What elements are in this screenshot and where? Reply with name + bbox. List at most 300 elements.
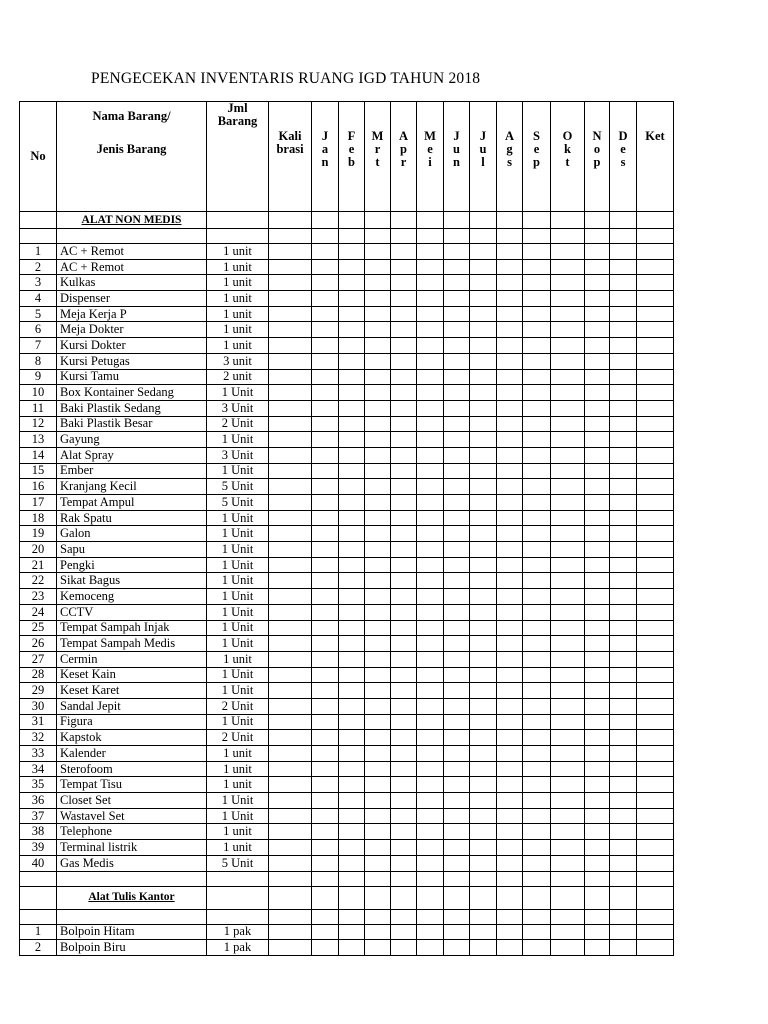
header-month-letter: M (371, 129, 384, 143)
table-row (20, 777, 674, 793)
check-cell (470, 924, 497, 940)
item-quantity: 1 unit (207, 761, 269, 777)
item-name: Keset Karet (57, 683, 207, 699)
check-cell (391, 714, 417, 730)
check-cell (391, 746, 417, 762)
check-cell (312, 291, 339, 307)
check-cell (523, 793, 551, 809)
check-cell (269, 746, 312, 762)
check-cell (365, 259, 391, 275)
check-cell (444, 636, 470, 652)
check-cell (551, 526, 585, 542)
check-cell (269, 495, 312, 511)
check-cell (551, 244, 585, 260)
table-row (20, 808, 674, 824)
item-quantity: 1 Unit (207, 526, 269, 542)
check-cell (339, 651, 365, 667)
table-cell (20, 909, 57, 924)
table-cell (444, 212, 470, 229)
table-cell (269, 909, 312, 924)
check-cell (523, 275, 551, 291)
check-cell (269, 479, 312, 495)
header-month-letter: e (427, 142, 433, 156)
item-name: Sterofoom (57, 761, 207, 777)
check-cell (391, 495, 417, 511)
table-row (20, 667, 674, 683)
item-quantity: 5 Unit (207, 479, 269, 495)
check-cell (523, 542, 551, 558)
table-row (20, 244, 674, 260)
check-cell (444, 447, 470, 463)
check-cell (585, 416, 610, 432)
check-cell (585, 683, 610, 699)
check-cell (637, 683, 674, 699)
check-cell (585, 924, 610, 940)
check-cell (637, 557, 674, 573)
check-cell (610, 924, 637, 940)
check-cell (365, 557, 391, 573)
check-cell (610, 698, 637, 714)
check-cell (523, 353, 551, 369)
check-cell (444, 291, 470, 307)
check-cell (523, 416, 551, 432)
check-cell (269, 275, 312, 291)
check-cell (391, 667, 417, 683)
check-cell (269, 400, 312, 416)
check-cell (585, 526, 610, 542)
check-cell (312, 573, 339, 589)
table-cell (470, 886, 497, 909)
spacer-row (20, 909, 674, 924)
check-cell (637, 542, 674, 558)
check-cell (497, 573, 523, 589)
check-cell (391, 526, 417, 542)
item-number: 1 (20, 244, 57, 260)
item-name: Tempat Tisu (57, 777, 207, 793)
check-cell (444, 793, 470, 809)
check-cell (365, 940, 391, 956)
check-cell (269, 557, 312, 573)
spacer-row (20, 871, 674, 886)
check-cell (470, 353, 497, 369)
check-cell (269, 510, 312, 526)
check-cell (470, 589, 497, 605)
check-cell (523, 369, 551, 385)
check-cell (585, 667, 610, 683)
check-cell (339, 259, 365, 275)
item-name: Tempat Ampul (57, 495, 207, 511)
check-cell (585, 573, 610, 589)
check-cell (470, 542, 497, 558)
table-cell (20, 229, 57, 244)
item-quantity: 5 Unit (207, 855, 269, 871)
section-header-row (20, 212, 674, 229)
check-cell (497, 557, 523, 573)
check-cell (585, 746, 610, 762)
check-cell (391, 416, 417, 432)
item-name: Kulkas (57, 275, 207, 291)
check-cell (365, 924, 391, 940)
inventory-table (19, 101, 674, 956)
check-cell (637, 840, 674, 856)
check-cell (417, 432, 444, 448)
header-month-letter: p (400, 142, 407, 156)
check-cell (312, 400, 339, 416)
check-cell (470, 573, 497, 589)
check-cell (470, 510, 497, 526)
check-cell (269, 777, 312, 793)
check-cell (269, 526, 312, 542)
header-no: No (20, 102, 57, 212)
check-cell (339, 526, 365, 542)
check-cell (365, 714, 391, 730)
check-cell (391, 557, 417, 573)
item-number: 18 (20, 510, 57, 526)
check-cell (269, 698, 312, 714)
header-month-letter: J (479, 129, 487, 143)
check-cell (339, 698, 365, 714)
check-cell (497, 338, 523, 354)
item-quantity: 1 Unit (207, 557, 269, 573)
header-month-letter: A (504, 129, 515, 143)
check-cell (523, 924, 551, 940)
item-number: 29 (20, 683, 57, 699)
check-cell (365, 808, 391, 824)
check-cell (470, 667, 497, 683)
check-cell (417, 291, 444, 307)
table-cell (207, 909, 269, 924)
check-cell (585, 275, 610, 291)
check-cell (269, 385, 312, 401)
check-cell (523, 495, 551, 511)
check-cell (585, 479, 610, 495)
check-cell (339, 432, 365, 448)
item-quantity: 1 unit (207, 322, 269, 338)
check-cell (497, 369, 523, 385)
check-cell (312, 840, 339, 856)
check-cell (391, 244, 417, 260)
check-cell (269, 793, 312, 809)
item-name: AC + Remot (57, 244, 207, 260)
check-cell (523, 730, 551, 746)
item-name: Telephone (57, 824, 207, 840)
spacer-row (20, 229, 674, 244)
header-remarks: Ket (637, 102, 674, 212)
check-cell (339, 275, 365, 291)
check-cell (637, 777, 674, 793)
check-cell (444, 714, 470, 730)
check-cell (585, 761, 610, 777)
check-cell (269, 730, 312, 746)
table-cell (551, 909, 585, 924)
check-cell (551, 306, 585, 322)
check-cell (610, 338, 637, 354)
table-cell (444, 886, 470, 909)
item-quantity: 2 Unit (207, 730, 269, 746)
table-cell (610, 212, 637, 229)
check-cell (585, 369, 610, 385)
table-cell (417, 886, 444, 909)
check-cell (312, 385, 339, 401)
table-cell (444, 229, 470, 244)
check-cell (523, 636, 551, 652)
check-cell (444, 479, 470, 495)
check-cell (269, 808, 312, 824)
table-row (20, 589, 674, 605)
item-name: Wastavel Set (57, 808, 207, 824)
item-name: Kursi Dokter (57, 338, 207, 354)
check-cell (497, 636, 523, 652)
check-cell (391, 604, 417, 620)
check-cell (497, 510, 523, 526)
table-row (20, 698, 674, 714)
check-cell (497, 604, 523, 620)
check-cell (523, 306, 551, 322)
check-cell (551, 385, 585, 401)
check-cell (339, 479, 365, 495)
table-cell (585, 886, 610, 909)
check-cell (365, 510, 391, 526)
item-quantity: 1 Unit (207, 573, 269, 589)
check-cell (339, 542, 365, 558)
check-cell (365, 322, 391, 338)
check-cell (312, 651, 339, 667)
check-cell (269, 667, 312, 683)
check-cell (470, 777, 497, 793)
header-month-letter: g (506, 142, 513, 156)
header-quantity (207, 102, 269, 212)
check-cell (339, 557, 365, 573)
check-cell (417, 636, 444, 652)
check-cell (269, 924, 312, 940)
check-cell (497, 275, 523, 291)
check-cell (391, 573, 417, 589)
item-number: 34 (20, 761, 57, 777)
check-cell (497, 924, 523, 940)
check-cell (269, 432, 312, 448)
check-cell (585, 495, 610, 511)
check-cell (339, 463, 365, 479)
table-row (20, 322, 674, 338)
check-cell (470, 369, 497, 385)
check-cell (269, 353, 312, 369)
check-cell (470, 808, 497, 824)
check-cell (610, 573, 637, 589)
check-cell (637, 400, 674, 416)
item-number: 1 (20, 924, 57, 940)
check-cell (391, 824, 417, 840)
item-number: 40 (20, 855, 57, 871)
check-cell (610, 636, 637, 652)
table-cell (20, 886, 57, 909)
check-cell (269, 855, 312, 871)
check-cell (391, 683, 417, 699)
header-month-letter: N (592, 129, 602, 143)
check-cell (497, 432, 523, 448)
check-cell (269, 338, 312, 354)
check-cell (585, 259, 610, 275)
check-cell (391, 620, 417, 636)
table-cell (444, 871, 470, 886)
item-name: Baki Plastik Besar (57, 416, 207, 432)
check-cell (585, 940, 610, 956)
check-cell (444, 369, 470, 385)
header-month-letter: e (533, 142, 540, 156)
table-cell (470, 909, 497, 924)
table-cell (497, 909, 523, 924)
header-month-letter: r (400, 155, 407, 169)
check-cell (391, 542, 417, 558)
check-cell (269, 291, 312, 307)
check-cell (637, 808, 674, 824)
item-quantity: 1 pak (207, 940, 269, 956)
check-cell (523, 604, 551, 620)
check-cell (312, 730, 339, 746)
check-cell (523, 338, 551, 354)
header-quantity-line2: Barang (217, 114, 258, 128)
header-month-2 (339, 102, 365, 212)
check-cell (470, 730, 497, 746)
check-cell (470, 479, 497, 495)
check-cell (391, 322, 417, 338)
check-cell (470, 385, 497, 401)
check-cell (637, 353, 674, 369)
check-cell (269, 306, 312, 322)
check-cell (339, 636, 365, 652)
check-cell (339, 714, 365, 730)
check-cell (312, 636, 339, 652)
check-cell (497, 416, 523, 432)
check-cell (444, 808, 470, 824)
check-cell (551, 259, 585, 275)
check-cell (269, 714, 312, 730)
check-cell (391, 291, 417, 307)
check-cell (444, 651, 470, 667)
check-cell (637, 793, 674, 809)
check-cell (339, 573, 365, 589)
check-cell (551, 924, 585, 940)
item-name: Alat Spray (57, 447, 207, 463)
check-cell (610, 761, 637, 777)
table-cell (637, 871, 674, 886)
check-cell (365, 573, 391, 589)
table-cell (637, 212, 674, 229)
check-cell (523, 746, 551, 762)
table-cell (391, 871, 417, 886)
check-cell (444, 244, 470, 260)
check-cell (470, 463, 497, 479)
table-row (20, 510, 674, 526)
check-cell (269, 651, 312, 667)
check-cell (312, 761, 339, 777)
item-number: 38 (20, 824, 57, 840)
table-cell (391, 229, 417, 244)
header-month-letter: e (348, 142, 355, 156)
check-cell (312, 510, 339, 526)
item-name: Pengki (57, 557, 207, 573)
check-cell (339, 840, 365, 856)
check-cell (470, 306, 497, 322)
check-cell (391, 432, 417, 448)
check-cell (637, 369, 674, 385)
header-month-3 (365, 102, 391, 212)
table-row (20, 651, 674, 667)
item-name: Baki Plastik Sedang (57, 400, 207, 416)
check-cell (312, 275, 339, 291)
check-cell (365, 746, 391, 762)
item-number: 10 (20, 385, 57, 401)
item-name: Cermin (57, 651, 207, 667)
check-cell (444, 730, 470, 746)
table-cell (365, 909, 391, 924)
check-cell (444, 510, 470, 526)
item-number: 24 (20, 604, 57, 620)
check-cell (497, 400, 523, 416)
check-cell (417, 793, 444, 809)
item-name: Sandal Jepit (57, 698, 207, 714)
table-row (20, 338, 674, 354)
item-quantity: 1 unit (207, 746, 269, 762)
item-name: Sikat Bagus (57, 573, 207, 589)
item-quantity: 1 Unit (207, 385, 269, 401)
check-cell (610, 479, 637, 495)
check-cell (497, 353, 523, 369)
check-cell (312, 416, 339, 432)
item-name: Galon (57, 526, 207, 542)
check-cell (610, 714, 637, 730)
table-row (20, 495, 674, 511)
check-cell (365, 542, 391, 558)
check-cell (585, 542, 610, 558)
item-quantity: 1 unit (207, 306, 269, 322)
check-cell (585, 777, 610, 793)
table-row (20, 542, 674, 558)
check-cell (365, 824, 391, 840)
item-number: 30 (20, 698, 57, 714)
item-name: Sapu (57, 542, 207, 558)
table-cell (57, 229, 207, 244)
check-cell (497, 291, 523, 307)
check-cell (417, 385, 444, 401)
table-cell (417, 909, 444, 924)
item-name: Meja Kerja P (57, 306, 207, 322)
check-cell (391, 510, 417, 526)
item-quantity: 1 pak (207, 924, 269, 940)
check-cell (391, 840, 417, 856)
check-cell (417, 275, 444, 291)
check-cell (637, 416, 674, 432)
check-cell (391, 777, 417, 793)
check-cell (610, 495, 637, 511)
item-number: 5 (20, 306, 57, 322)
check-cell (497, 589, 523, 605)
check-cell (444, 667, 470, 683)
check-cell (610, 840, 637, 856)
check-cell (610, 824, 637, 840)
check-cell (444, 322, 470, 338)
check-cell (417, 338, 444, 354)
check-cell (637, 824, 674, 840)
table-cell (312, 909, 339, 924)
check-cell (585, 620, 610, 636)
check-cell (417, 369, 444, 385)
check-cell (312, 793, 339, 809)
check-cell (497, 306, 523, 322)
check-cell (417, 777, 444, 793)
table-cell (637, 229, 674, 244)
check-cell (585, 291, 610, 307)
check-cell (391, 447, 417, 463)
